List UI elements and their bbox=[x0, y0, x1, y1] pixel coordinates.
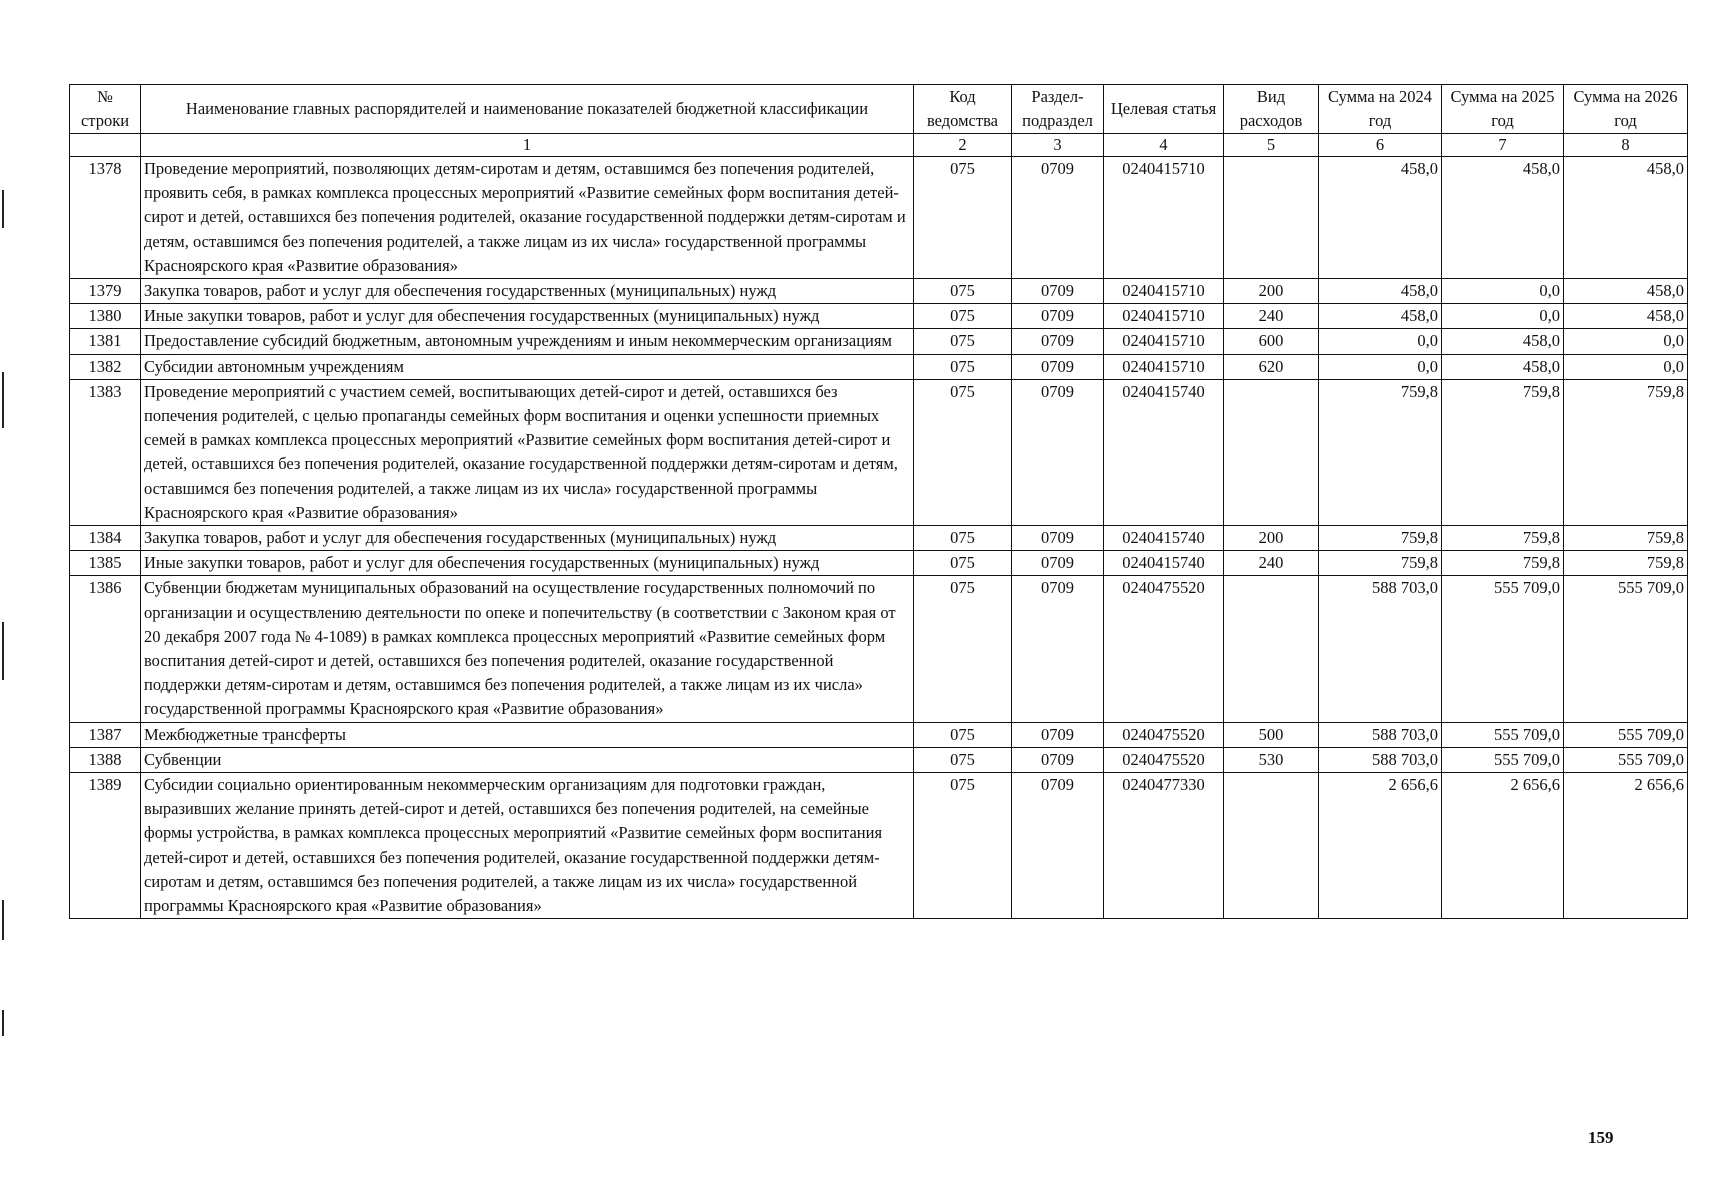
column-number: 6 bbox=[1319, 134, 1442, 157]
table-row bbox=[70, 747, 1688, 772]
column-number: 4 bbox=[1104, 134, 1224, 157]
sum-2026-cell: 0,0 bbox=[1564, 329, 1688, 354]
section-cell: 0709 bbox=[1012, 304, 1104, 329]
dept-code-cell: 075 bbox=[914, 576, 1012, 722]
target-article-cell: 0240415710 bbox=[1104, 354, 1224, 379]
budget-table bbox=[69, 84, 1688, 919]
sum-2026-cell: 759,8 bbox=[1564, 551, 1688, 576]
section-cell: 0709 bbox=[1012, 279, 1104, 304]
sum-2025-cell: 759,8 bbox=[1442, 526, 1564, 551]
sum-2025-cell: 759,8 bbox=[1442, 551, 1564, 576]
column-number: 7 bbox=[1442, 134, 1564, 157]
sum-2024-cell: 2 656,6 bbox=[1319, 773, 1442, 919]
row-number-cell: 1381 bbox=[70, 329, 141, 354]
section-cell: 0709 bbox=[1012, 551, 1104, 576]
row-number-cell: 1378 bbox=[70, 157, 141, 279]
sum-2025-cell: 458,0 bbox=[1442, 157, 1564, 279]
sum-2026-cell: 555 709,0 bbox=[1564, 747, 1688, 772]
row-name-cell: Проведение мероприятий, позволяющих детям-сиротам и детям, оставшимся без попечения родителей, проявить себя, в рамках комплекса процессных мероприятий «Развитие семейных форм воспитания детей-сирот и детей, оставшихся без попечения родителей, оказание государственной поддержки детям-сиротам и детям, оставшимся без попечения родителей, а также лицам из их числа» государственной программы Красноярского края «Развитие образования» bbox=[141, 157, 914, 279]
expense-type-cell: 600 bbox=[1224, 329, 1319, 354]
column-number: 2 bbox=[914, 134, 1012, 157]
section-cell: 0709 bbox=[1012, 379, 1104, 525]
column-number: 3 bbox=[1012, 134, 1104, 157]
section-cell: 0709 bbox=[1012, 576, 1104, 722]
expense-type-cell bbox=[1224, 773, 1319, 919]
dept-code-cell: 075 bbox=[914, 526, 1012, 551]
row-number-cell: 1379 bbox=[70, 279, 141, 304]
expense-type-cell: 200 bbox=[1224, 279, 1319, 304]
scan-margin-mark bbox=[2, 1010, 4, 1036]
sum-2026-cell: 555 709,0 bbox=[1564, 576, 1688, 722]
row-name-cell: Предоставление субсидий бюджетным, автономным учреждениям и иным некоммерческим организациям bbox=[141, 329, 914, 354]
dept-code-cell: 075 bbox=[914, 379, 1012, 525]
header-dept-code: Код ведомства bbox=[914, 85, 1012, 134]
sum-2024-cell: 759,8 bbox=[1319, 379, 1442, 525]
target-article-cell: 0240415710 bbox=[1104, 157, 1224, 279]
section-cell: 0709 bbox=[1012, 722, 1104, 747]
dept-code-cell: 075 bbox=[914, 157, 1012, 279]
expense-type-cell: 200 bbox=[1224, 526, 1319, 551]
dept-code-cell: 075 bbox=[914, 551, 1012, 576]
row-number-cell: 1384 bbox=[70, 526, 141, 551]
header-expense-type: Вид расходов bbox=[1224, 85, 1319, 134]
target-article-cell: 0240415710 bbox=[1104, 279, 1224, 304]
expense-type-cell: 530 bbox=[1224, 747, 1319, 772]
dept-code-cell: 075 bbox=[914, 773, 1012, 919]
row-number-cell: 1388 bbox=[70, 747, 141, 772]
header-name: Наименование главных распорядителей и наименование показателей бюджетной классификации bbox=[141, 85, 914, 134]
sum-2025-cell: 555 709,0 bbox=[1442, 722, 1564, 747]
sum-2026-cell: 759,8 bbox=[1564, 379, 1688, 525]
sum-2026-cell: 458,0 bbox=[1564, 279, 1688, 304]
row-number-cell: 1385 bbox=[70, 551, 141, 576]
sum-2026-cell: 2 656,6 bbox=[1564, 773, 1688, 919]
header-sum-2025: Сумма на 2025 год bbox=[1442, 85, 1564, 134]
expense-type-cell: 500 bbox=[1224, 722, 1319, 747]
sum-2026-cell: 458,0 bbox=[1564, 157, 1688, 279]
table-row bbox=[70, 526, 1688, 551]
sum-2024-cell: 458,0 bbox=[1319, 304, 1442, 329]
header-sum-2024: Сумма на 2024 год bbox=[1319, 85, 1442, 134]
column-number-row bbox=[70, 134, 1688, 157]
target-article-cell: 0240415710 bbox=[1104, 304, 1224, 329]
table-row bbox=[70, 551, 1688, 576]
scan-margin-mark bbox=[2, 622, 4, 680]
section-cell: 0709 bbox=[1012, 157, 1104, 279]
sum-2025-cell: 458,0 bbox=[1442, 329, 1564, 354]
target-article-cell: 0240475520 bbox=[1104, 747, 1224, 772]
row-name-cell: Субсидии социально ориентированным некоммерческим организациям для подготовки граждан, выразивших желание принять детей-сирот и детей, оставшихся без попечения родителей, на семейные формы устройства, в рамках комплекса процессных мероприятий «Развитие семейных форм воспитания детей-сирот и детей, оставшихся без попечения родителей, оказание государственной поддержки детям-сиротам и детям, оставшимся без попечения родителей, а также лицам из их числа» государственной программы Красноярского края «Развитие образования» bbox=[141, 773, 914, 919]
page-number: 159 bbox=[1588, 1128, 1614, 1147]
budget-table-body bbox=[70, 157, 1688, 919]
sum-2024-cell: 458,0 bbox=[1319, 279, 1442, 304]
sum-2025-cell: 555 709,0 bbox=[1442, 576, 1564, 722]
expense-type-cell: 620 bbox=[1224, 354, 1319, 379]
sum-2026-cell: 759,8 bbox=[1564, 526, 1688, 551]
row-name-cell: Проведение мероприятий с участием семей, воспитывающих детей-сирот и детей, оставшихся без попечения родителей, с целью пропаганды семейных форм воспитания и оценки успешности приемных семей в рамках комплекса процессных мероприятий «Развитие семейных форм воспитания детей-сирот и детей, оставшихся без попечения родителей, оказание государственной поддержки детям-сиротам и детям, оставшимся без попечения родителей, а также лицам из их числа» государственной программы Красноярского края «Развитие образования» bbox=[141, 379, 914, 525]
sum-2025-cell: 0,0 bbox=[1442, 304, 1564, 329]
sum-2025-cell: 458,0 bbox=[1442, 354, 1564, 379]
sum-2026-cell: 458,0 bbox=[1564, 304, 1688, 329]
row-number-cell: 1382 bbox=[70, 354, 141, 379]
target-article-cell: 0240415740 bbox=[1104, 551, 1224, 576]
scan-margin-mark bbox=[2, 372, 4, 428]
row-name-cell: Субсидии автономным учреждениям bbox=[141, 354, 914, 379]
row-name-cell: Закупка товаров, работ и услуг для обеспечения государственных (муниципальных) нужд bbox=[141, 279, 914, 304]
sum-2024-cell: 759,8 bbox=[1319, 551, 1442, 576]
expense-type-cell: 240 bbox=[1224, 304, 1319, 329]
target-article-cell: 0240475520 bbox=[1104, 722, 1224, 747]
sum-2026-cell: 555 709,0 bbox=[1564, 722, 1688, 747]
expense-type-cell: 240 bbox=[1224, 551, 1319, 576]
table-row bbox=[70, 157, 1688, 279]
row-number-cell: 1383 bbox=[70, 379, 141, 525]
sum-2024-cell: 588 703,0 bbox=[1319, 747, 1442, 772]
table-row bbox=[70, 354, 1688, 379]
sum-2024-cell: 0,0 bbox=[1319, 354, 1442, 379]
dept-code-cell: 075 bbox=[914, 747, 1012, 772]
target-article-cell: 0240477330 bbox=[1104, 773, 1224, 919]
row-name-cell: Субвенции bbox=[141, 747, 914, 772]
table-row bbox=[70, 304, 1688, 329]
scan-margin-mark bbox=[2, 190, 4, 228]
row-number-cell: 1389 bbox=[70, 773, 141, 919]
row-name-cell: Закупка товаров, работ и услуг для обеспечения государственных (муниципальных) нужд bbox=[141, 526, 914, 551]
dept-code-cell: 075 bbox=[914, 722, 1012, 747]
sum-2026-cell: 0,0 bbox=[1564, 354, 1688, 379]
header-section: Раздел-подраздел bbox=[1012, 85, 1104, 134]
section-cell: 0709 bbox=[1012, 354, 1104, 379]
column-number: 5 bbox=[1224, 134, 1319, 157]
dept-code-cell: 075 bbox=[914, 354, 1012, 379]
row-name-cell: Межбюджетные трансферты bbox=[141, 722, 914, 747]
header-target-article: Целевая статья bbox=[1104, 85, 1224, 134]
column-number: 1 bbox=[141, 134, 914, 157]
sum-2025-cell: 2 656,6 bbox=[1442, 773, 1564, 919]
table-row bbox=[70, 576, 1688, 722]
table-row bbox=[70, 773, 1688, 919]
header-row bbox=[70, 85, 1688, 134]
row-name-cell: Иные закупки товаров, работ и услуг для обеспечения государственных (муниципальных) нужд bbox=[141, 551, 914, 576]
sum-2024-cell: 0,0 bbox=[1319, 329, 1442, 354]
dept-code-cell: 075 bbox=[914, 329, 1012, 354]
target-article-cell: 0240415740 bbox=[1104, 379, 1224, 525]
table-row bbox=[70, 722, 1688, 747]
header-sum-2026: Сумма на 2026 год bbox=[1564, 85, 1688, 134]
sum-2025-cell: 759,8 bbox=[1442, 379, 1564, 525]
dept-code-cell: 075 bbox=[914, 304, 1012, 329]
expense-type-cell bbox=[1224, 157, 1319, 279]
table-row bbox=[70, 379, 1688, 525]
sum-2025-cell: 0,0 bbox=[1442, 279, 1564, 304]
scan-margin-mark bbox=[2, 900, 4, 940]
section-cell: 0709 bbox=[1012, 526, 1104, 551]
row-number-cell: 1387 bbox=[70, 722, 141, 747]
column-number: 8 bbox=[1564, 134, 1688, 157]
expense-type-cell bbox=[1224, 576, 1319, 722]
target-article-cell: 0240415710 bbox=[1104, 329, 1224, 354]
table-row bbox=[70, 329, 1688, 354]
section-cell: 0709 bbox=[1012, 329, 1104, 354]
table-row bbox=[70, 279, 1688, 304]
sum-2024-cell: 458,0 bbox=[1319, 157, 1442, 279]
row-name-cell: Субвенции бюджетам муниципальных образований на осуществление государственных полномочий по организации и осуществлению деятельности по опеке и попечительству (в соответствии с Законом края от 20 декабря 2007 года № 4-1089) в рамках комплекса процессных мероприятий «Развитие семейных форм воспитания детей-сирот и детей, оставшихся без попечения родителей, оказание государственной поддержки детям-сиротам и детям, оставшимся без попечения родителей, а также лицам из их числа» государственной программы Красноярского края «Развитие образования» bbox=[141, 576, 914, 722]
dept-code-cell: 075 bbox=[914, 279, 1012, 304]
target-article-cell: 0240415740 bbox=[1104, 526, 1224, 551]
expense-type-cell bbox=[1224, 379, 1319, 525]
sum-2024-cell: 588 703,0 bbox=[1319, 576, 1442, 722]
section-cell: 0709 bbox=[1012, 773, 1104, 919]
sum-2024-cell: 759,8 bbox=[1319, 526, 1442, 551]
row-name-cell: Иные закупки товаров, работ и услуг для обеспечения государственных (муниципальных) нужд bbox=[141, 304, 914, 329]
row-number-cell: 1386 bbox=[70, 576, 141, 722]
header-row-number: № строки bbox=[70, 85, 141, 134]
sum-2025-cell: 555 709,0 bbox=[1442, 747, 1564, 772]
row-number-cell: 1380 bbox=[70, 304, 141, 329]
sum-2024-cell: 588 703,0 bbox=[1319, 722, 1442, 747]
target-article-cell: 0240475520 bbox=[1104, 576, 1224, 722]
section-cell: 0709 bbox=[1012, 747, 1104, 772]
column-number bbox=[70, 134, 141, 157]
